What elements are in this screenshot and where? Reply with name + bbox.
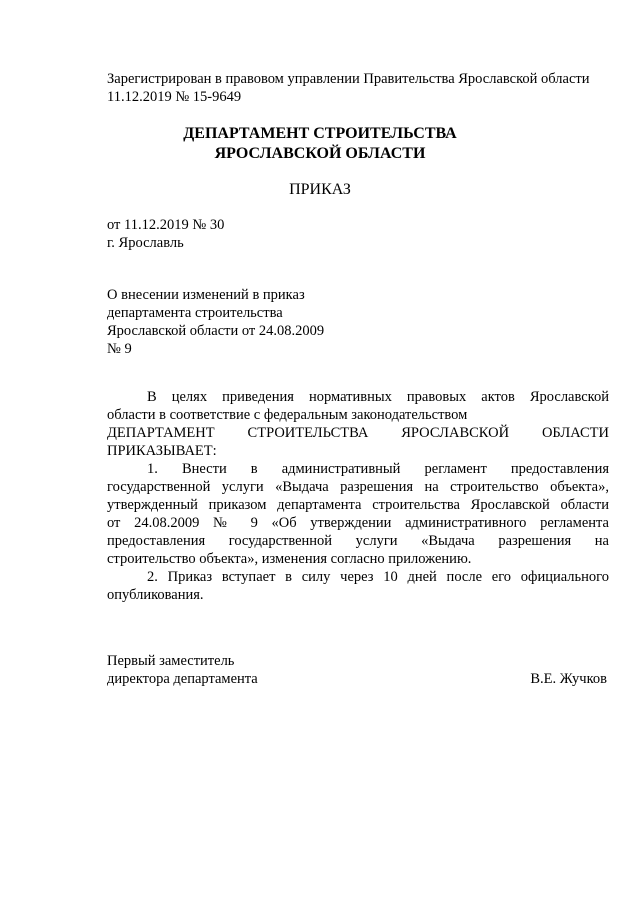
item1-line-2: государственной услуги «Выдача разрешения на строительство объекта», [107,479,609,495]
department-title-line-2: ЯРОСЛАВСКОЙ ОБЛАСТИ [214,145,426,162]
orders-line-2: ПРИКАЗЫВАЕТ: [107,443,217,459]
document-type: ПРИКАЗ [289,181,351,198]
item1-line-6: строительство объекта», изменения согласно приложению. [107,551,472,567]
department-title-line-1: ДЕПАРТАМЕНТ СТРОИТЕЛЬСТВА [183,125,457,142]
order-city: г. Ярославль [107,235,184,251]
order-date-number: от 11.12.2019 № 30 [107,217,225,233]
signature-position-line-1: Первый заместитель [107,653,235,669]
subject-line-2: департамента строительства [107,305,283,321]
subject-line-3: Ярославской области от 24.08.2009 [107,323,325,339]
item1-line-3: утвержденный приказом департамента строительства Ярославской области [107,497,609,513]
subject-line-4: № 9 [107,341,132,357]
orders-line-1: ДЕПАРТАМЕНТ СТРОИТЕЛЬСТВА ЯРОСЛАВСКОЙ ОБЛАСТИ [107,425,609,441]
signature-position-line-2: директора департамента [107,671,258,687]
subject-line-1: О внесении изменений в приказ [107,287,305,303]
signature-name: В.Е. Жучков [530,671,607,687]
item1-line-4: от 24.08.2009 № 9 «Об утверждении административного регламента [107,515,609,531]
item1-line-1: 1. Внести в административный регламент предоставления [147,461,609,477]
item2-line-2: опубликования. [107,587,204,603]
registration-line-2: 11.12.2019 № 15-9649 [107,89,242,105]
intro-line-1: В целях приведения нормативных правовых актов Ярославской [147,389,609,405]
item1-line-5: предоставления государственной услуги «Выдача разрешения на [107,533,609,549]
intro-line-2: области в соответствие с федеральным законодательством [107,407,468,423]
registration-line-1: Зарегистрирован в правовом управлении Правительства Ярославской области [107,71,590,87]
item2-line-1: 2. Приказ вступает в силу через 10 дней после его официального [147,569,609,585]
